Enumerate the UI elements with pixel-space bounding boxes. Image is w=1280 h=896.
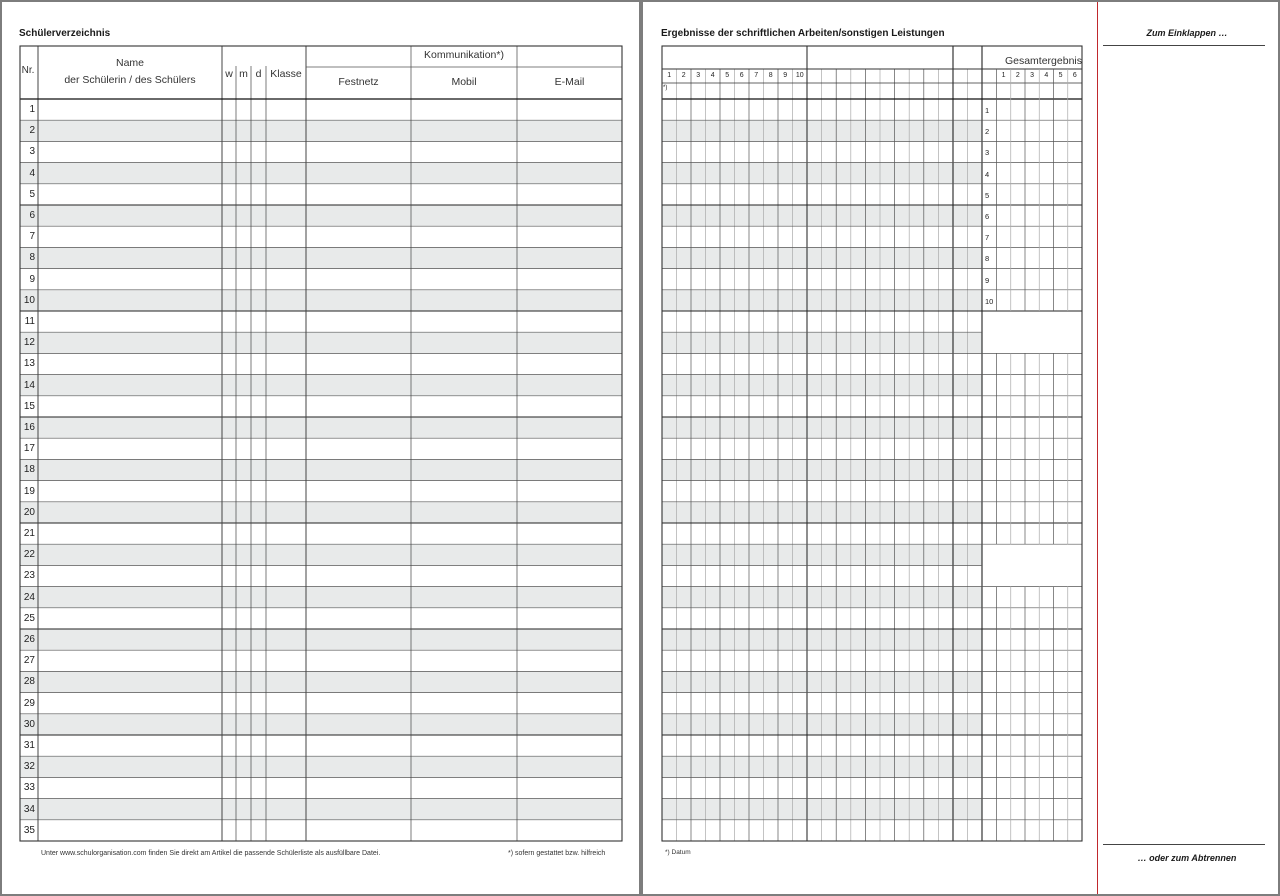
fold-bottom-label: … oder zum Abtrennen: [1137, 853, 1237, 863]
gesamt-row-number: 2: [985, 127, 990, 137]
page-schuelerverzeichnis: [2, 2, 639, 894]
row-number: 1: [29, 104, 35, 115]
gesamt-row-number: 4: [985, 169, 990, 179]
row-number: 7: [29, 231, 35, 243]
row-number: 21: [23, 528, 35, 539]
gesamt-row-number: 1: [985, 106, 990, 115]
gesamt-row-number: 9: [985, 275, 990, 285]
gesamt-row-number: 5: [985, 190, 990, 200]
row-number: 13: [23, 358, 35, 370]
column-number: 10: [795, 72, 804, 79]
gesamt-row-number: 7: [985, 233, 990, 243]
column-number: 9: [783, 72, 788, 79]
row-number: 4: [29, 167, 35, 179]
row-number: 17: [23, 443, 35, 455]
row-number: 32: [23, 761, 35, 773]
row-number: 33: [23, 782, 35, 794]
row-number: 30: [23, 718, 35, 730]
row-number: 6: [29, 210, 35, 221]
gesamt-column-number: 4: [1044, 72, 1049, 79]
row-number: 27: [23, 655, 35, 667]
fold-top-label: Zum Einklappen …: [1146, 28, 1228, 38]
header-name: Name: [115, 57, 144, 69]
row-number: 9: [29, 273, 35, 285]
header-klasse: Klasse: [270, 68, 302, 80]
row-number: 34: [23, 803, 35, 815]
column-number: 4: [710, 72, 715, 79]
row-number: 25: [23, 612, 35, 624]
column-number: 3: [696, 72, 701, 79]
row-number: 24: [23, 591, 35, 603]
gesamt-column-number: 2: [1015, 72, 1020, 79]
date-marker: *): [663, 85, 668, 91]
header-nr: Nr.: [21, 65, 35, 76]
page-title: Ergebnisse der schriftlichen Arbeiten/sonstigen Leistungen: [661, 28, 945, 39]
gesamt-column-number: 1: [1001, 72, 1006, 79]
row-number: 2: [29, 125, 35, 137]
row-number: 22: [23, 549, 35, 561]
header-w: w: [225, 68, 233, 80]
row-number: 26: [23, 634, 35, 645]
page-title: Schülerverzeichnis: [19, 28, 111, 39]
column-number: 2: [681, 72, 686, 79]
row-number: 5: [29, 188, 35, 200]
row-number: 31: [23, 740, 35, 751]
fold-separator: [1097, 2, 1098, 894]
header-mobil: Mobil: [451, 76, 477, 88]
row-number: 16: [23, 422, 35, 433]
page-ergebnisse: [643, 2, 1278, 894]
row-number: 29: [23, 697, 35, 709]
gesamt-row-number: 3: [985, 148, 990, 158]
row-number: 12: [23, 337, 35, 349]
column-number: 5: [725, 72, 730, 79]
row-number: 19: [23, 485, 35, 497]
row-number: 10: [23, 294, 35, 306]
fold-top-line: [1103, 45, 1265, 46]
footer-footnote: *) sofern gestattet bzw. hilfreich: [508, 850, 606, 857]
gesamt-column-number: 5: [1058, 72, 1063, 79]
row-number: 18: [23, 464, 35, 476]
column-number: 8: [768, 72, 773, 79]
gesamt-row-number: 8: [985, 254, 990, 264]
header-m: m: [239, 68, 248, 80]
fold-bottom-line: [1103, 844, 1265, 845]
student-table: [2, 2, 639, 894]
footer-note: Unter www.schulorganisation.com finden Sie direkt am Artikel die passende Schülerliste als ausfüllbare Datei.: [41, 850, 381, 857]
header-email: E-Mail: [554, 76, 585, 88]
gesamt-column-number: 6: [1072, 72, 1077, 79]
results-grid: [643, 2, 1097, 894]
gesamt-row-number: 6: [985, 212, 990, 221]
row-number: 14: [23, 379, 35, 391]
row-number: 8: [29, 252, 35, 264]
row-number: 28: [23, 676, 35, 688]
header-kommunikation: Kommunikation*): [424, 49, 504, 61]
gesamt-column-number: 3: [1030, 72, 1035, 79]
row-number: 15: [23, 400, 35, 412]
footer-datum: *) Datum: [665, 849, 691, 856]
column-number: 1: [667, 72, 672, 79]
row-number: 11: [24, 316, 35, 327]
column-number: 6: [739, 72, 744, 79]
row-number: 3: [29, 146, 35, 158]
row-number: 23: [23, 570, 35, 582]
row-number: 35: [23, 824, 35, 836]
header-festnetz: Festnetz: [338, 76, 379, 88]
header-name-sub: der Schülerin / des Schülers: [64, 74, 196, 86]
column-number: 7: [754, 72, 759, 79]
row-number: 20: [23, 506, 35, 518]
header-gesamtergebnis: Gesamtergebnis: [1004, 55, 1082, 67]
header-d: d: [255, 68, 262, 80]
gesamt-row-number: 10: [985, 296, 994, 306]
